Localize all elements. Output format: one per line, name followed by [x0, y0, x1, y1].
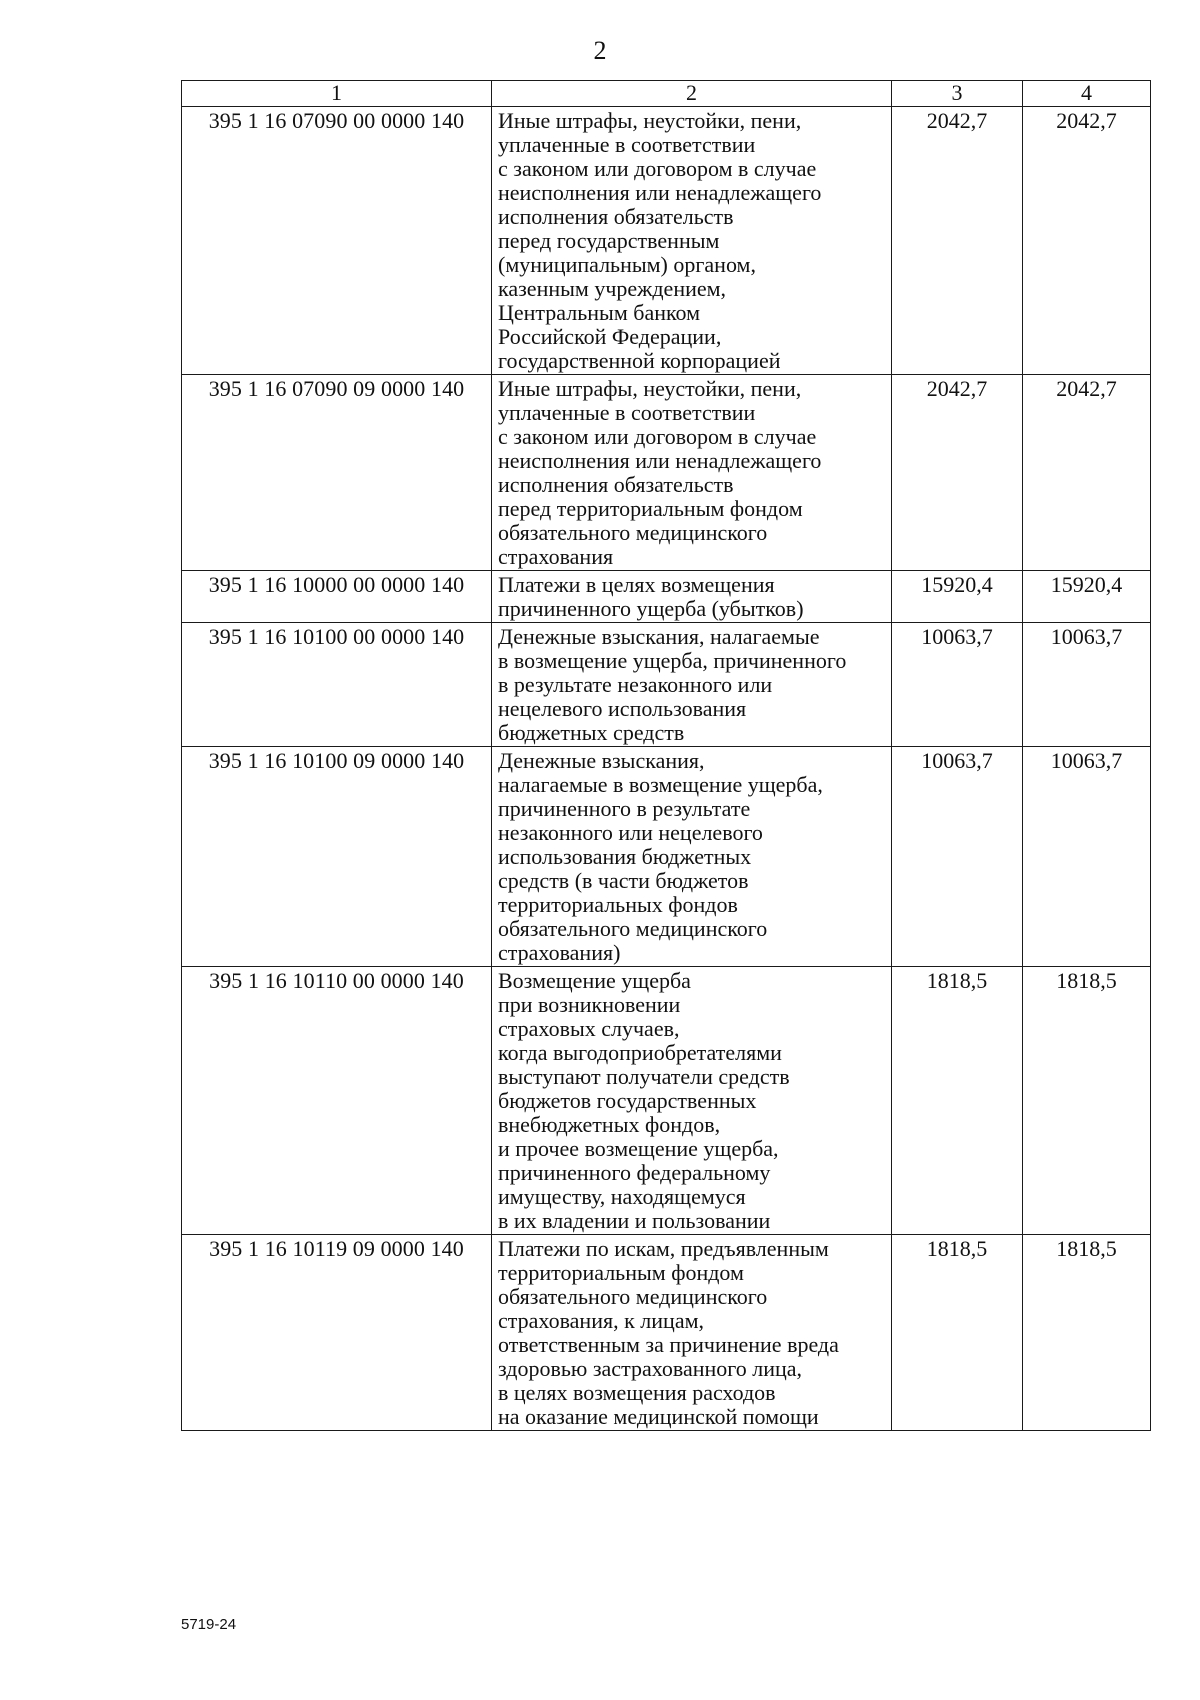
table-row	[182, 1235, 1151, 1431]
amount-column-4: 1818,5	[1023, 1235, 1151, 1431]
revenue-description: Платежи по искам, предъявленным территориальным фондом обязательного медицинского страхования, к лицам, ответственным за причинение вреда здоровью застрахованного лица, в целях возмещения расходов на оказание медицинской помощи	[492, 1235, 892, 1431]
revenue-description: Платежи в целях возмещения причиненного ущерба (убытков)	[492, 571, 892, 623]
amount-column-3: 1818,5	[892, 1235, 1023, 1431]
amount-column-3: 2042,7	[892, 375, 1023, 571]
column-header-4: 4	[1023, 81, 1151, 107]
amount-column-3: 10063,7	[892, 747, 1023, 967]
revenue-description: Денежные взыскания, налагаемые в возмещение ущерба, причиненного в результате незаконного или нецелевого использования бюджетных средств	[492, 623, 892, 747]
revenue-code: 395 1 16 10000 00 0000 140	[182, 571, 492, 623]
amount-column-4: 10063,7	[1023, 623, 1151, 747]
table-row	[182, 571, 1151, 623]
revenue-code: 395 1 16 10100 09 0000 140	[182, 747, 492, 967]
revenue-description: Иные штрафы, неустойки, пени, уплаченные в соответствии с законом или договором в случае неисполнения или ненадлежащего исполнения обязательств перед территориальным фондом обязательного медицинского страхования	[492, 375, 892, 571]
amount-column-3: 2042,7	[892, 107, 1023, 375]
table-body	[182, 107, 1151, 1431]
column-header-2: 2	[492, 81, 892, 107]
column-header-3: 3	[892, 81, 1023, 107]
amount-column-4: 1818,5	[1023, 967, 1151, 1235]
page-number: 2	[593, 36, 607, 65]
column-header-1: 1	[182, 81, 492, 107]
revenue-code: 395 1 16 10119 09 0000 140	[182, 1235, 492, 1431]
revenue-description: Денежные взыскания, налагаемые в возмещение ущерба, причиненного в результате незаконного или нецелевого использования бюджетных средств (в части бюджетов территориальных фондов обязательного медицинского страхования)	[492, 747, 892, 967]
revenue-code: 395 1 16 10110 00 0000 140	[182, 967, 492, 1235]
amount-column-3: 15920,4	[892, 571, 1023, 623]
amount-column-4: 2042,7	[1023, 375, 1151, 571]
table-row	[182, 747, 1151, 967]
amount-column-4: 2042,7	[1023, 107, 1151, 375]
budget-classification-table	[181, 80, 1151, 1431]
revenue-code: 395 1 16 10100 00 0000 140	[182, 623, 492, 747]
table-row	[182, 967, 1151, 1235]
document-registration-number: 5719-24	[181, 1616, 237, 1633]
table-row	[182, 375, 1151, 571]
revenue-description: Возмещение ущерба при возникновении страховых случаев, когда выгодоприобретателями выступают получатели средств бюджетов государственных внебюджетных фондов, и прочее возмещение ущерба, причиненного федеральному имуществу, находящемуся в их владении и пользовании	[492, 967, 892, 1235]
table-row	[182, 623, 1151, 747]
amount-column-4: 10063,7	[1023, 747, 1151, 967]
revenue-code: 395 1 16 07090 09 0000 140	[182, 375, 492, 571]
revenue-description: Иные штрафы, неустойки, пени, уплаченные в соответствии с законом или договором в случае неисполнения или ненадлежащего исполнения обязательств перед государственным (муниципальным) органом, казенным учреждением, Центральным банком Российской Федерации, государственной корпорацией	[492, 107, 892, 375]
amount-column-3: 10063,7	[892, 623, 1023, 747]
header-row	[182, 81, 1151, 107]
amount-column-3: 1818,5	[892, 967, 1023, 1235]
table-row	[182, 107, 1151, 375]
table-header	[182, 81, 1151, 107]
revenue-code: 395 1 16 07090 00 0000 140	[182, 107, 492, 375]
amount-column-4: 15920,4	[1023, 571, 1151, 623]
